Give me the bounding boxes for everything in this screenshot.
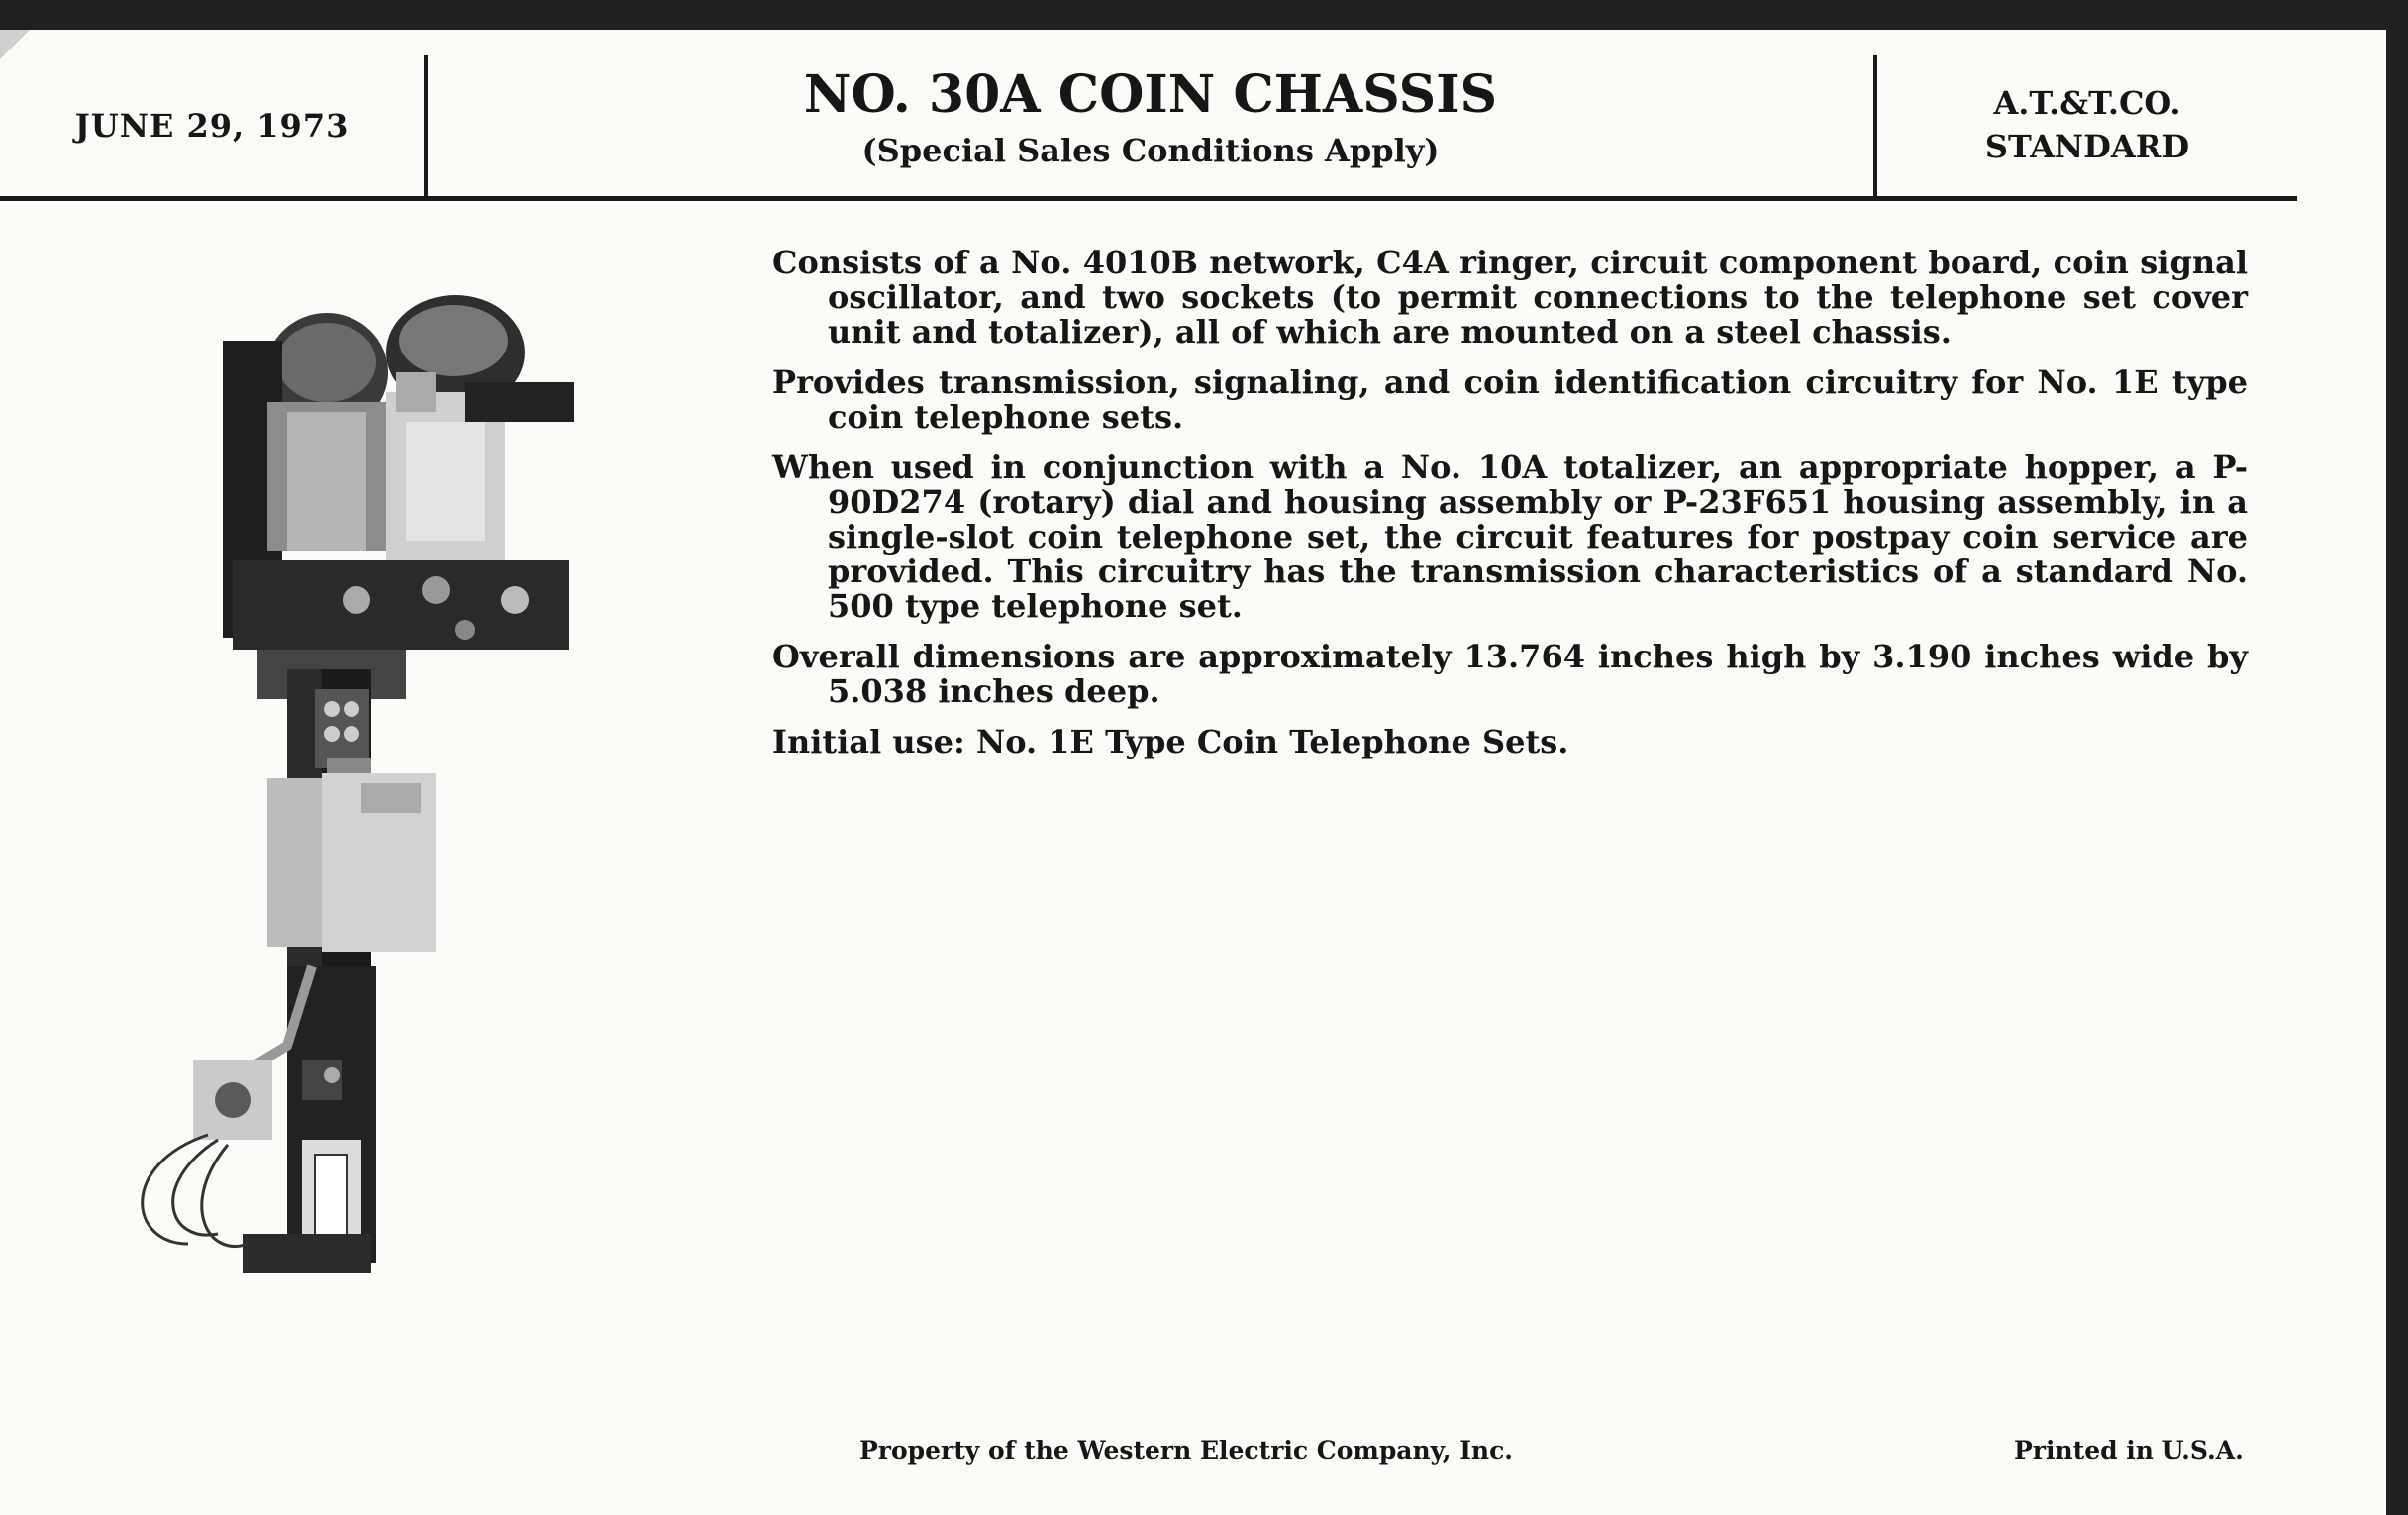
- standard-label: STANDARD: [1984, 128, 2190, 165]
- standard-block: [1877, 81, 2297, 168]
- description-paragraph-5: Initial use: No. 1E Type Coin Telephone Sets.: [772, 723, 1569, 760]
- description-paragraph-4: Overall dimensions are approximately 13.764 inches high by 3.190 inches wide by 5.038 inches deep.: [772, 638, 2248, 710]
- description-paragraph-1: Consists of a No. 4010B network, C4A ringer, circuit component board, coin signal oscillator, and two sockets (to permit connections to the telephone set cover unit and totalizer), all of which are mounted on a steel chassis.: [772, 244, 2248, 351]
- description: [772, 246, 2248, 775]
- footer-property-notice: Property of the Western Electric Company, Inc.: [859, 1436, 1514, 1464]
- footer-printed-notice: Printed in U.S.A.: [2014, 1436, 2244, 1464]
- page-title: NO. 30A COIN CHASSIS: [803, 64, 1498, 125]
- header: [0, 30, 2297, 198]
- coin-chassis-photo: [139, 293, 594, 1279]
- page-subtitle: (Special Sales Conditions Apply): [861, 132, 1440, 169]
- title-block: [428, 65, 1873, 172]
- issue-date: JUNE 29, 1973: [74, 107, 350, 145]
- standard-company: A.T.&T.CO.: [1993, 84, 2181, 122]
- description-paragraph-3: When used in conjunction with a No. 10A totalizer, an appropriate hopper, a P-90D274 (rotary) dial and housing assembly or P-23F651 housing assembly, in a single-slot coin telephone set, the circuit features for postpay coin service are provided. This circuitry has the transmission characteristics of a standard No. 500 type telephone set.: [772, 449, 2248, 625]
- document-sheet: [0, 30, 2386, 1515]
- description-paragraph-2: Provides transmission, signaling, and coin identification circuitry for No. 1E type coin telephone sets.: [772, 363, 2248, 436]
- header-rule: [0, 196, 2297, 201]
